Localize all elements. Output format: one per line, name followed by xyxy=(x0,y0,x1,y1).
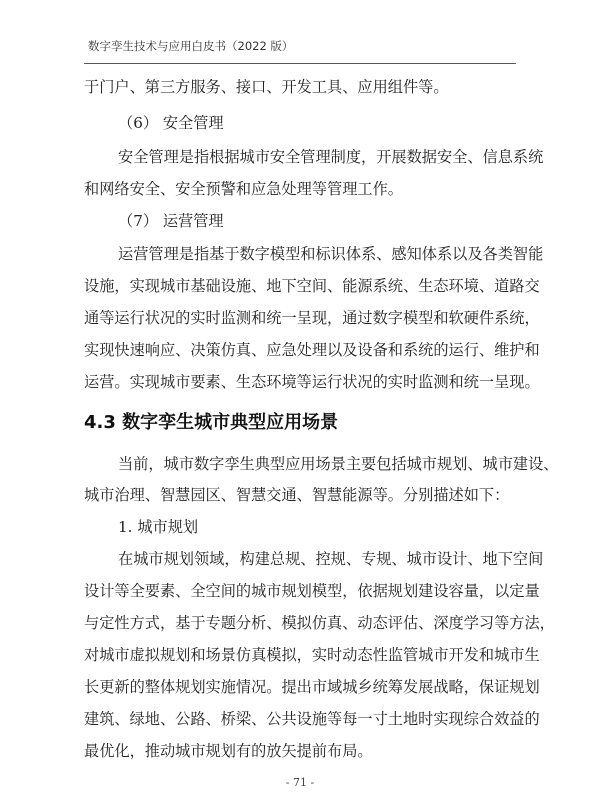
paragraph-line: 最优化，推动城市规划有的放矢提前布局。 xyxy=(84,742,373,760)
paragraph-line: 建筑、绿地、公路、桥梁、公共设施等每一寸土地时实现综合效益的 xyxy=(84,710,540,728)
paragraph-line: 对城市虚拟规划和场景仿真模拟，实时动态性监管城市开发和城市生 xyxy=(84,646,540,664)
paragraph-line: 长更新的整体规划实施情况。提出市域城乡统筹发展战略，保证规划 xyxy=(84,678,540,696)
subsection-title-security: （6） 安全管理 xyxy=(118,114,224,132)
paragraph-line: 设计等全要素、全空间的城市规划模型，依据规划建设容量，以定量 xyxy=(84,582,540,600)
running-header: 数字孪生技术与应用白皮书（2022 版） xyxy=(88,39,294,53)
subsection-title-urban-planning: 1. 城市规划 xyxy=(118,518,199,536)
page-number: - 71 - xyxy=(285,776,315,789)
paragraph-line: 和网络安全、安全预警和应急处理等管理工作。 xyxy=(84,180,403,198)
paragraph-line: 运营。实现城市要素、生态环境等运行状况的实时监测和统一呈现。 xyxy=(84,373,540,391)
paragraph-line: 在城市规划领域，构建总规、控规、专规、城市设计、地下空间 xyxy=(118,550,544,568)
header-divider xyxy=(84,63,516,64)
paragraph-line: 通等运行状况的实时监测和统一呈现，通过数字模型和软硬件系统， xyxy=(84,309,540,327)
paragraph-line: 当前，城市数字孪生典型应用场景主要包括城市规划、城市建设、 xyxy=(118,455,559,473)
paragraph-line: 安全管理是指根据城市安全管理制度，开展数据安全、信息系统 xyxy=(118,148,544,166)
paragraph-line: 实现快速响应、决策仿真、应急处理以及设备和系统的运行、维护和 xyxy=(84,341,540,359)
subsection-title-operations: （7） 运营管理 xyxy=(118,212,224,230)
paragraph-line: 与定性方式，基于专题分析、模拟仿真、动态评估、深度学习等方法， xyxy=(84,614,555,632)
paragraph-line: 设施，实现城市基础设施、地下空间、能源系统、生态环境、道路交 xyxy=(84,277,540,295)
paragraph-line: 于门户、第三方服务、接口、开发工具、应用组件等。 xyxy=(84,78,449,96)
paragraph-line: 城市治理、智慧园区、智慧交通、智慧能源等。分别描述如下： xyxy=(84,486,510,504)
section-heading: 4.3 数字孪生城市典型应用场景 xyxy=(84,412,339,433)
paragraph-line: 运营管理是指基于数字模型和标识体系、感知体系以及各类智能 xyxy=(118,245,544,263)
